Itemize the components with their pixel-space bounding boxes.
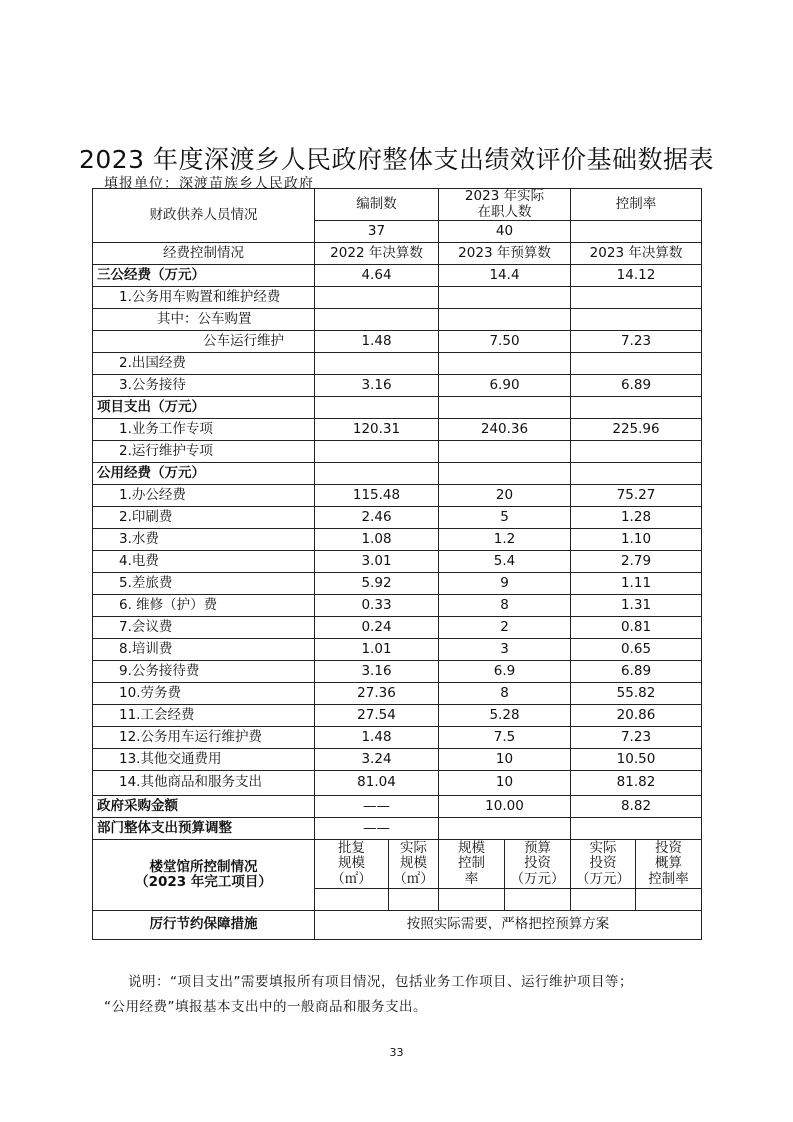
row-label: 13.其他交通费用 <box>93 749 315 771</box>
page-number: 33 <box>389 1046 404 1059</box>
row-label: 1.办公经费 <box>93 485 315 507</box>
table-row <box>93 375 702 397</box>
table-row <box>93 397 702 419</box>
value-2023-budget <box>439 353 571 375</box>
table-row <box>93 331 702 353</box>
value-2022-final <box>315 287 439 309</box>
building-value-cell <box>389 889 439 911</box>
value-2023-budget <box>439 818 571 840</box>
row-label: 2.印刷费 <box>93 507 315 529</box>
table-row <box>93 441 702 463</box>
table-row <box>93 551 702 573</box>
note-line-1: 说明：“项目支出”需要填报所有项目情况，包括业务工作项目、运行维护项目等； <box>128 974 633 990</box>
table-row <box>93 485 702 507</box>
value-2023-budget: 20 <box>439 485 571 507</box>
value-2022-final: 1.08 <box>315 529 439 551</box>
row-label: 10.劳务费 <box>93 683 315 705</box>
value-2023-final: 1.10 <box>571 529 702 551</box>
row-label: 三公经费（万元） <box>93 265 315 287</box>
staff-actual-header: 2023 年实际 在职人数 <box>439 189 571 221</box>
value-2023-final: 81.82 <box>571 771 702 796</box>
table-row <box>93 309 702 331</box>
value-2023-final <box>571 441 702 463</box>
row-label: 1.业务工作专项 <box>93 419 315 441</box>
expense-header-label: 经费控制情况 <box>93 243 315 265</box>
table-row <box>93 705 702 727</box>
row-label: 部门整体支出预算调整 <box>93 818 315 840</box>
row-label: 1.公务用车购置和维护经费 <box>93 287 315 309</box>
value-2023-budget: 3 <box>439 639 571 661</box>
building-value-cell <box>439 889 505 911</box>
value-2023-budget <box>439 463 571 485</box>
value-2022-final <box>315 463 439 485</box>
value-2023-budget: 6.90 <box>439 375 571 397</box>
row-label: 14.其他商品和服务支出 <box>93 771 315 796</box>
value-2022-final <box>315 441 439 463</box>
row-label: 3.公务接待 <box>93 375 315 397</box>
expense-header-row <box>93 243 702 265</box>
staff-control-rate-value <box>571 221 702 243</box>
value-2022-final: 4.64 <box>315 265 439 287</box>
expense-header-2022-final: 2022 年决算数 <box>315 243 439 265</box>
row-label: 7.会议费 <box>93 617 315 639</box>
value-2022-final: 81.04 <box>315 771 439 796</box>
value-2023-final: 55.82 <box>571 683 702 705</box>
value-2023-budget: 14.4 <box>439 265 571 287</box>
row-label: 9.公务接待费 <box>93 661 315 683</box>
reporting-unit: 填报单位：深渡苗族乡人民政府 <box>104 176 314 192</box>
value-2023-final: 14.12 <box>571 265 702 287</box>
staff-label: 财政供养人员情况 <box>93 189 315 243</box>
value-2023-budget: 2 <box>439 617 571 639</box>
value-2023-budget: 240.36 <box>439 419 571 441</box>
value-2023-final <box>571 287 702 309</box>
expense-header-2023-budget: 2023 年预算数 <box>439 243 571 265</box>
value-2022-final <box>315 353 439 375</box>
table-row <box>93 419 702 441</box>
table-row <box>93 507 702 529</box>
staff-quota-value: 37 <box>315 221 439 243</box>
building-header-row <box>93 840 702 889</box>
value-2022-final: 5.92 <box>315 573 439 595</box>
table-row <box>93 727 702 749</box>
value-2023-budget: 5 <box>439 507 571 529</box>
measures-text: 按照实际需要，严格把控预算方案 <box>315 911 702 940</box>
table-row <box>93 661 702 683</box>
value-2023-final: 0.65 <box>571 639 702 661</box>
staff-control-rate-header: 控制率 <box>571 189 702 221</box>
table-row <box>93 265 702 287</box>
expense-header-2023-final: 2023 年决算数 <box>571 243 702 265</box>
building-header-5: 实际 投资 （万元） <box>571 840 636 889</box>
note-line-2: “公用经费”填报基本支出中的一般商品和服务支出。 <box>104 999 427 1015</box>
table-row <box>93 353 702 375</box>
value-2023-final: 1.28 <box>571 507 702 529</box>
building-header-4: 预算 投资 （万元） <box>505 840 571 889</box>
row-label: 4.电费 <box>93 551 315 573</box>
table-row <box>93 529 702 551</box>
value-2023-final: 2.79 <box>571 551 702 573</box>
row-label: 其中：公车购置 <box>93 309 315 331</box>
value-2022-final: 1.01 <box>315 639 439 661</box>
table-row <box>93 617 702 639</box>
value-2022-final: 120.31 <box>315 419 439 441</box>
value-2023-budget: 7.5 <box>439 727 571 749</box>
value-2023-final: 8.82 <box>571 796 702 818</box>
row-label: 2.运行维护专项 <box>93 441 315 463</box>
value-2023-budget <box>439 309 571 331</box>
row-label: 公车运行维护 <box>93 331 315 353</box>
building-header-2: 实际 规模 （㎡） <box>389 840 439 889</box>
value-2023-final: 7.23 <box>571 331 702 353</box>
table-row <box>93 463 702 485</box>
staff-header-row <box>93 189 702 221</box>
measures-row <box>93 911 702 940</box>
value-2023-budget: 7.50 <box>439 331 571 353</box>
table-row <box>93 818 702 840</box>
staff-actual-value: 40 <box>439 221 571 243</box>
value-2023-final <box>571 397 702 419</box>
value-2022-final: 2.46 <box>315 507 439 529</box>
value-2022-final: 3.01 <box>315 551 439 573</box>
table-row <box>93 573 702 595</box>
table-row <box>93 683 702 705</box>
table-row <box>93 639 702 661</box>
value-2023-final: 1.11 <box>571 573 702 595</box>
row-label: 项目支出（万元） <box>93 397 315 419</box>
row-label: 公用经费（万元） <box>93 463 315 485</box>
table-row <box>93 287 702 309</box>
value-2022-final: 27.54 <box>315 705 439 727</box>
value-2022-final <box>315 309 439 331</box>
staff-quota-header: 编制数 <box>315 189 439 221</box>
value-2023-budget: 9 <box>439 573 571 595</box>
value-2023-budget <box>439 397 571 419</box>
value-2023-budget: 8 <box>439 683 571 705</box>
value-2023-final: 10.50 <box>571 749 702 771</box>
value-2022-final: 0.33 <box>315 595 439 617</box>
value-2022-final: —— <box>315 818 439 840</box>
row-label: 5.差旅费 <box>93 573 315 595</box>
building-header-1: 批复 规模 （㎡） <box>315 840 389 889</box>
value-2022-final <box>315 397 439 419</box>
value-2022-final: 1.48 <box>315 331 439 353</box>
value-2022-final: 3.24 <box>315 749 439 771</box>
building-header-6: 投资 概算 控制率 <box>636 840 702 889</box>
value-2023-budget <box>439 287 571 309</box>
row-label: 11.工会经费 <box>93 705 315 727</box>
table-row <box>93 595 702 617</box>
building-value-cell <box>636 889 702 911</box>
value-2022-final: 3.16 <box>315 375 439 397</box>
value-2023-final: 6.89 <box>571 375 702 397</box>
building-value-cell <box>315 889 389 911</box>
value-2022-final: 3.16 <box>315 661 439 683</box>
row-label: 政府采购金额 <box>93 796 315 818</box>
page-title: 2023 年度深渡乡人民政府整体支出绩效评价基础数据表 <box>78 145 715 174</box>
value-2023-budget: 10 <box>439 749 571 771</box>
building-value-cell <box>571 889 636 911</box>
table-row <box>93 796 702 818</box>
value-2023-budget: 10 <box>439 771 571 796</box>
value-2023-final <box>571 463 702 485</box>
value-2022-final: —— <box>315 796 439 818</box>
explanatory-note <box>104 970 704 1020</box>
value-2023-budget: 10.00 <box>439 796 571 818</box>
value-2022-final: 1.48 <box>315 727 439 749</box>
value-2022-final: 115.48 <box>315 485 439 507</box>
value-2022-final: 27.36 <box>315 683 439 705</box>
value-2023-final: 6.89 <box>571 661 702 683</box>
value-2023-budget <box>439 441 571 463</box>
value-2023-final <box>571 353 702 375</box>
value-2023-budget: 5.28 <box>439 705 571 727</box>
row-label: 8.培训费 <box>93 639 315 661</box>
value-2023-final <box>571 309 702 331</box>
table-row <box>93 749 702 771</box>
building-header-3: 规模 控制 率 <box>439 840 505 889</box>
value-2023-final: 1.31 <box>571 595 702 617</box>
building-control-label: 楼堂馆所控制情况 （2023 年完工项目） <box>93 840 315 911</box>
row-label: 2.出国经费 <box>93 353 315 375</box>
value-2023-final: 7.23 <box>571 727 702 749</box>
value-2023-final: 225.96 <box>571 419 702 441</box>
value-2023-final <box>571 818 702 840</box>
performance-data-table <box>92 188 702 940</box>
value-2023-final: 0.81 <box>571 617 702 639</box>
row-label: 3.水费 <box>93 529 315 551</box>
value-2023-budget: 5.4 <box>439 551 571 573</box>
value-2022-final: 0.24 <box>315 617 439 639</box>
row-label: 12.公务用车运行维护费 <box>93 727 315 749</box>
value-2023-budget: 8 <box>439 595 571 617</box>
building-value-cell <box>505 889 571 911</box>
row-label: 6. 维修（护）费 <box>93 595 315 617</box>
value-2023-budget: 6.9 <box>439 661 571 683</box>
measures-label: 厉行节约保障措施 <box>93 911 315 940</box>
table-row <box>93 771 702 796</box>
value-2023-budget: 1.2 <box>439 529 571 551</box>
value-2023-final: 75.27 <box>571 485 702 507</box>
value-2023-final: 20.86 <box>571 705 702 727</box>
